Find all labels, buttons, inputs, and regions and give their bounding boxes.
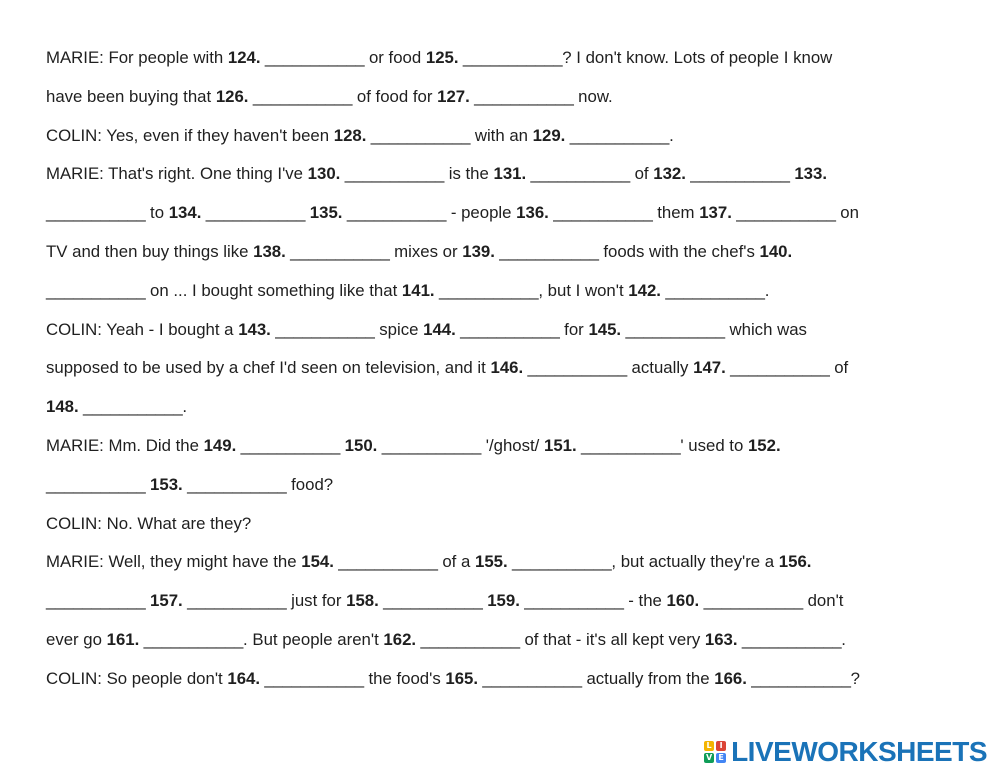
- answer-blank[interactable]: ___________: [260, 48, 365, 67]
- worksheet-line: [46, 660, 976, 699]
- question-number: 154.: [301, 552, 334, 572]
- question-number: 162.: [383, 629, 417, 649]
- question-number: 158.: [346, 591, 379, 611]
- question-number: 164.: [227, 668, 261, 688]
- line-text: of that - it's all kept very: [519, 629, 705, 649]
- worksheet-line: [46, 427, 976, 466]
- question-number: 153.: [150, 474, 183, 494]
- question-number: 146.: [490, 358, 524, 378]
- answer-blank[interactable]: ___________: [377, 435, 482, 455]
- answer-blank[interactable]: ___________: [737, 629, 842, 649]
- question-number: 165.: [445, 668, 479, 688]
- worksheet-text: [46, 39, 976, 699]
- question-number: 145.: [588, 319, 622, 339]
- line-text: food?: [286, 474, 334, 494]
- answer-blank[interactable]: ___________: [565, 125, 670, 145]
- line-text: supposed to be used by a chef I'd seen on television, and it: [46, 358, 491, 378]
- answer-blank[interactable]: ___________: [182, 474, 287, 494]
- line-text: on: [835, 203, 859, 223]
- answer-blank[interactable]: ___________: [366, 125, 471, 145]
- answer-blank[interactable]: ___________: [699, 591, 803, 611]
- worksheet-line: [46, 155, 976, 194]
- question-number: 129.: [532, 125, 566, 145]
- worksheet-line: [46, 311, 976, 350]
- line-text: .: [182, 397, 188, 417]
- answer-blank[interactable]: ___________: [270, 319, 375, 339]
- line-text: of: [829, 358, 849, 378]
- question-number: 139.: [462, 241, 495, 261]
- question-number: 155.: [474, 552, 508, 572]
- answer-blank[interactable]: ___________: [46, 591, 146, 611]
- answer-blank[interactable]: ___________: [46, 474, 146, 494]
- question-number: 125.: [425, 48, 459, 67]
- answer-blank[interactable]: ___________: [378, 591, 483, 611]
- question-number: 128.: [333, 125, 367, 145]
- line-text: ever go: [46, 629, 107, 649]
- answer-blank[interactable]: ___________: [576, 435, 681, 455]
- line-text: to: [145, 203, 169, 223]
- question-number: 132.: [653, 164, 686, 184]
- question-number: 133.: [794, 164, 827, 184]
- worksheet-line: [46, 272, 976, 311]
- answer-blank[interactable]: ___________: [416, 629, 520, 649]
- answer-blank[interactable]: ___________: [478, 668, 582, 688]
- answer-blank[interactable]: ___________: [182, 591, 287, 611]
- worksheet-line: [46, 78, 976, 117]
- logo-tile: V: [705, 753, 713, 762]
- line-text: ? I don't know. Lots of people I know: [562, 48, 833, 67]
- logo-tile: E: [716, 753, 726, 763]
- line-text: is the: [444, 164, 494, 184]
- answer-blank[interactable]: ___________: [725, 358, 830, 378]
- line-text: , but I won't: [538, 280, 629, 300]
- answer-blank[interactable]: ___________: [494, 241, 599, 261]
- answer-blank[interactable]: ___________: [746, 668, 851, 688]
- question-number: 141.: [401, 280, 435, 300]
- question-number: 130.: [307, 164, 341, 184]
- question-number: 137.: [699, 203, 732, 223]
- line-text: the food's: [363, 668, 446, 688]
- line-text: of food for: [352, 86, 438, 106]
- line-text: COLIN: So people don't: [46, 668, 228, 688]
- answer-blank[interactable]: ___________: [621, 319, 725, 339]
- answer-blank[interactable]: ___________: [458, 48, 563, 67]
- answer-blank[interactable]: ___________: [260, 668, 364, 688]
- answer-blank[interactable]: ___________: [285, 241, 390, 261]
- worksheet-line: [46, 388, 976, 427]
- line-text: don't: [802, 591, 844, 611]
- worksheet-line: [46, 39, 976, 78]
- logo-tile: L: [704, 741, 714, 751]
- line-text: which was: [724, 319, 807, 339]
- question-number: 135.: [309, 203, 343, 223]
- brand-name: LIVEWORKSHEETS: [731, 736, 987, 767]
- answer-blank[interactable]: ___________: [507, 552, 612, 572]
- line-text: actually: [626, 358, 694, 378]
- question-number: 134.: [168, 203, 202, 223]
- line-text: - people: [446, 203, 517, 223]
- line-text: ' used to: [680, 435, 748, 455]
- answer-blank[interactable]: ___________: [340, 164, 445, 184]
- question-number: 150.: [344, 435, 378, 455]
- line-text: actually from the: [581, 668, 715, 688]
- worksheet-line: [46, 194, 976, 233]
- answer-blank[interactable]: ___________: [46, 280, 146, 300]
- answer-blank[interactable]: ___________: [333, 552, 438, 572]
- question-number: 148.: [46, 397, 79, 417]
- answer-blank[interactable]: ___________: [660, 280, 765, 300]
- logo-tile: I: [716, 741, 726, 751]
- question-number: 161.: [106, 629, 140, 649]
- line-text: just for: [286, 591, 347, 611]
- question-number: 144.: [423, 319, 456, 339]
- answer-blank[interactable]: ___________: [46, 203, 146, 223]
- question-number: 166.: [714, 668, 747, 688]
- logo-tiles-icon: [704, 741, 726, 763]
- line-text: spice: [374, 319, 424, 339]
- worksheet-line: [46, 349, 976, 388]
- worksheet-line: [46, 582, 976, 621]
- question-number: 147.: [693, 358, 726, 378]
- line-text: MARIE: That's right. One thing I've: [46, 164, 308, 184]
- worksheet-line: [46, 117, 976, 156]
- question-number: 126.: [215, 86, 249, 106]
- line-text: ?: [850, 668, 860, 688]
- line-text: COLIN: Yes, even if they haven't been: [46, 125, 334, 145]
- question-number: 136.: [516, 203, 549, 223]
- line-text: for: [559, 319, 589, 339]
- answer-blank[interactable]: ___________: [455, 319, 560, 339]
- line-text: mixes or: [389, 241, 463, 261]
- answer-blank[interactable]: ___________: [139, 629, 244, 649]
- line-text: - the: [623, 591, 667, 611]
- worksheet-line: [46, 505, 976, 544]
- line-text: TV and then buy things like: [46, 241, 254, 261]
- line-text: on ... I bought something like that: [145, 280, 402, 300]
- question-number: 149.: [203, 435, 237, 455]
- line-text: .: [669, 125, 674, 145]
- line-text: MARIE: For people with: [46, 48, 228, 67]
- line-text: of: [629, 164, 654, 184]
- question-number: 160.: [666, 591, 700, 611]
- question-number: 157.: [150, 591, 183, 611]
- line-text: '/ghost/: [481, 435, 544, 455]
- answer-blank[interactable]: ___________: [78, 397, 183, 417]
- line-text: .: [764, 280, 770, 300]
- line-text: now.: [573, 86, 613, 106]
- answer-blank[interactable]: ___________: [526, 164, 630, 184]
- question-number: 140.: [759, 241, 793, 261]
- answer-blank[interactable]: ___________: [434, 280, 539, 300]
- answer-blank[interactable]: ___________: [548, 203, 653, 223]
- worksheet-line: [46, 466, 976, 505]
- answer-blank[interactable]: ___________: [236, 435, 340, 455]
- question-number: 131.: [493, 164, 527, 184]
- line-text: , but actually they're a: [611, 552, 779, 572]
- answer-blank[interactable]: ___________: [248, 86, 353, 106]
- line-text: of a: [437, 552, 475, 572]
- line-text: COLIN: Yeah - I bought a: [46, 319, 239, 339]
- question-number: 142.: [628, 280, 661, 300]
- answer-blank[interactable]: ___________: [201, 203, 306, 223]
- worksheet-line: [46, 543, 976, 582]
- worksheet-line: [46, 233, 976, 272]
- question-number: 151.: [543, 435, 577, 455]
- line-text: with an: [470, 125, 533, 145]
- worksheet-line: [46, 621, 976, 660]
- question-number: 127.: [437, 86, 470, 106]
- answer-blank[interactable]: ___________: [731, 203, 836, 223]
- answer-blank[interactable]: ___________: [469, 86, 574, 106]
- question-number: 163.: [704, 629, 738, 649]
- question-number: 156.: [778, 552, 812, 572]
- answer-blank[interactable]: ___________: [519, 591, 624, 611]
- question-number: 143.: [238, 319, 271, 339]
- answer-blank[interactable]: ___________: [342, 203, 447, 223]
- question-number: 159.: [487, 591, 520, 611]
- line-text: have been buying that: [46, 86, 216, 106]
- line-text: . But people aren't: [243, 629, 384, 649]
- line-text: .: [841, 629, 846, 649]
- line-text: MARIE: Mm. Did the: [46, 435, 204, 455]
- answer-blank[interactable]: ___________: [685, 164, 790, 184]
- line-text: or food: [364, 48, 426, 67]
- question-number: 124.: [227, 48, 261, 67]
- question-number: 138.: [253, 241, 286, 261]
- question-number: 152.: [747, 435, 781, 455]
- line-text: COLIN: No. What are they?: [46, 513, 252, 533]
- liveworksheets-logo: [704, 738, 987, 766]
- line-text: MARIE: Well, they might have the: [46, 552, 302, 572]
- line-text: foods with the chef's: [598, 241, 760, 261]
- answer-blank[interactable]: ___________: [523, 358, 627, 378]
- line-text: them: [652, 203, 700, 223]
